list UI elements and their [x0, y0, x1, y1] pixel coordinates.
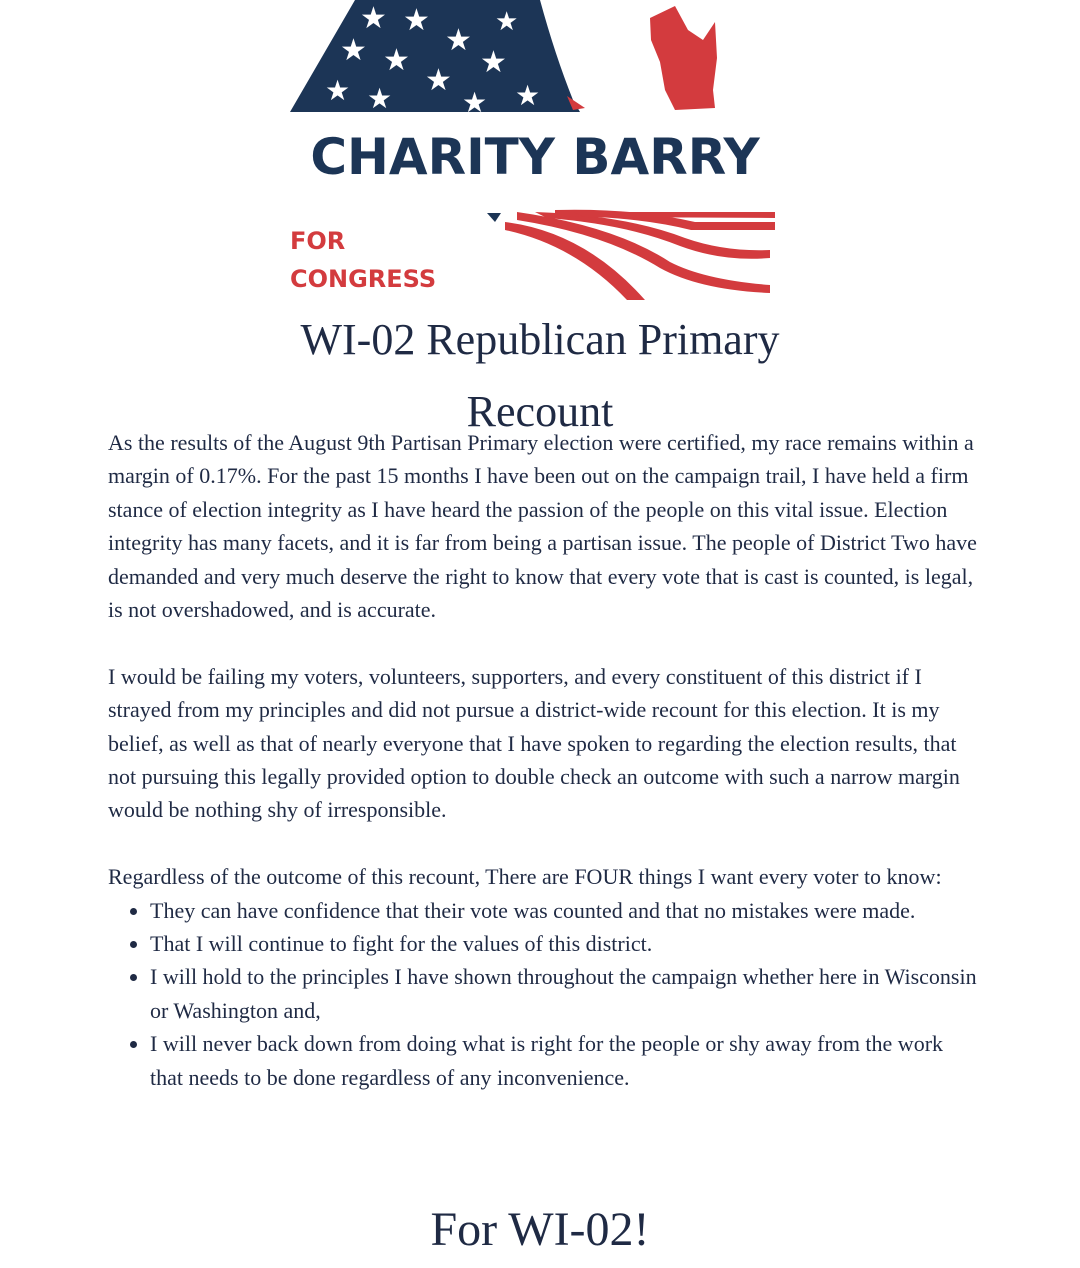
four-things-list — [108, 894, 978, 1094]
star-icon: ★ — [425, 63, 452, 98]
star-icon: ★ — [360, 1, 387, 36]
star-icon: ★ — [495, 7, 519, 37]
star-icon: ★ — [445, 23, 472, 58]
star-icon: ★ — [383, 43, 410, 78]
title-line-2: Recount — [466, 387, 614, 436]
list-item: • I will hold to the principles I have shown throughout the campaign whether here in Wisconsin or Washington and, — [150, 960, 978, 1027]
title-line-1: WI-02 Republican Primary — [300, 315, 780, 364]
wisconsin-state-icon — [650, 6, 717, 110]
paragraph-recount-reason: I would be failing my voters, volunteers, supporters, and every constituent of this district if I strayed from my principles and did not pursue a district-wide recount for this election. It is my belief, as well as that of nearly everyone that I have spoken to regarding the election results, that not pursuing this legally provided option to double check an outcome with such a narrow margin would be nothing shy of irresponsible. — [108, 663, 960, 823]
star-icon: ★ — [340, 33, 367, 68]
star-icon: ★ — [367, 82, 393, 115]
statement-body — [108, 426, 978, 1094]
list-item: • They can have confidence that their vote was counted and that no mistakes were made. — [150, 894, 978, 927]
list-item: • I will never back down from doing what is right for the people or shy away from the work that needs to be done regardless of any inconvenience. — [150, 1027, 978, 1094]
paragraph-results: As the results of the August 9th Partisan Primary election were certified, my race remains within a margin of 0.17%. For the past 15 months I have been out on the campaign trail, I have held a firm stance of election integrity as I have heard the passion of the people on this vital issue. Election integrity has many facets, and it is far from being a partisan issue. The people of District Two have demanded and very much deserve the right to know that every vote that is cast is counted, is legal, is not overshadowed, and is accurate. — [108, 430, 977, 623]
star-icon: ★ — [515, 79, 541, 112]
star-icon: ★ — [462, 86, 488, 119]
paragraph-four-things: Regardless of the outcome of this recount, There are FOUR things I want every voter to know: — [108, 864, 942, 890]
star-icon: ★ — [325, 74, 351, 107]
for-congress-label — [290, 222, 436, 298]
for-text: FOR — [290, 227, 346, 255]
stripe-arrow — [487, 213, 501, 222]
list-item: • That I will continue to fight for the values of this district. — [150, 927, 978, 960]
star-icon: ★ — [403, 3, 430, 38]
closing-line: For WI-02! — [430, 1203, 650, 1256]
campaign-logo — [255, 0, 815, 300]
flag-stripes — [505, 210, 775, 300]
candidate-name: CHARITY BARRY — [310, 128, 760, 186]
congress-text: CONGRESS — [290, 265, 437, 293]
star-icon: ★ — [480, 45, 507, 80]
